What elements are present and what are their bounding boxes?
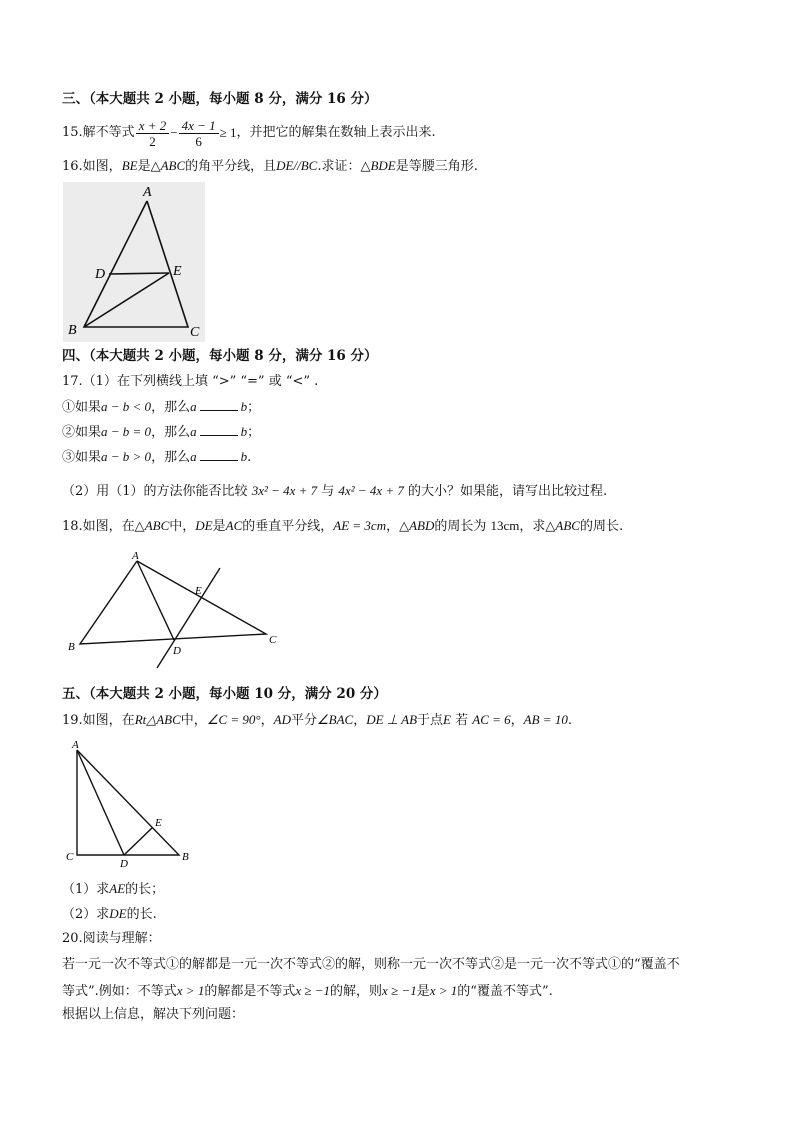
q17-item-2-b: b	[240, 424, 248, 439]
q19-sub2-var: DE	[109, 906, 127, 921]
q17-item-2-blank[interactable]	[200, 423, 238, 436]
q17-item-3-blank[interactable]	[200, 448, 238, 461]
q19-segment-ad	[77, 750, 124, 855]
q18-triangle-figure	[62, 548, 292, 674]
q18-perpendicular-bisector	[157, 568, 220, 668]
question-16	[62, 157, 478, 176]
section-3-heading: 三、（本大题共 2 小题，每小题 8 分，满分 16 分）	[62, 91, 378, 107]
section-4-heading: 四、（本大题共 2 小题，每小题 8 分，满分 16 分）	[62, 348, 378, 364]
q18-text-3: 是	[212, 519, 226, 534]
q19-label-c: C	[66, 851, 74, 863]
q19-triangle-figure	[62, 736, 202, 868]
q19-text-1: 19.如图，在	[62, 713, 135, 728]
q16-text-2: 是△	[137, 159, 161, 174]
q17-p2-pre: （2）用（1）的方法你能否比较	[62, 484, 252, 499]
q17-item-2	[62, 423, 260, 442]
q19-triangle-abc	[77, 750, 179, 855]
q18-label-b: B	[68, 641, 75, 653]
q18-text-2: 中，	[169, 519, 196, 534]
q20-l2-expr-3: x ≥ −1	[382, 983, 417, 998]
q20-line-1: 若一元一次不等式①的解都是一元一次不等式②的解，则称一元一次不等式②是一元一次不等式①的“覆盖不	[62, 957, 680, 972]
q20-title: 20.阅读与理解：	[62, 931, 161, 946]
q16-triangle-figure	[63, 182, 205, 342]
q19-label-b: B	[182, 851, 189, 863]
q17-p2-expr-2: 4x² − 4x + 7	[338, 483, 404, 498]
q19-sub-2	[62, 905, 157, 924]
q19-label-d: D	[120, 858, 128, 868]
q17-item-2-mid: ，那么	[151, 425, 191, 440]
q18-text-5: ，△	[386, 519, 410, 534]
q19-angle-bac: ∠BAC	[316, 712, 354, 727]
q16-label-c: C	[190, 325, 200, 340]
q19-sub2-pre: （2）求	[62, 907, 110, 922]
q15-relation: ≥ 1	[219, 125, 237, 140]
q17-item-1-a: a	[190, 399, 197, 414]
q19-label-a: A	[72, 739, 79, 751]
q19-text-6: 于点	[417, 713, 444, 728]
q18-abc: ABC	[144, 518, 170, 533]
q17-item-1	[62, 398, 260, 417]
q19-ac-value: AC = 6	[472, 712, 511, 727]
q17-item-2-a: a	[190, 424, 197, 439]
q17-item-2-expr: a − b = 0	[101, 424, 152, 439]
q20-l2-expr-2: x ≥ −1	[295, 983, 331, 998]
q18-label-e: E	[195, 585, 202, 597]
q17-p2-post: 的大小？如果能，请写出比较过程.	[403, 484, 608, 499]
q15-prefix: 15.解不等式	[62, 125, 135, 140]
q19-rt-abc: Rt△ABC	[134, 712, 181, 727]
q19-ad: AD	[273, 712, 291, 727]
q20-l2-c: 的解，则	[330, 984, 383, 999]
q20-l2-d: 是	[416, 984, 430, 999]
q15-f1-denominator: 2	[149, 133, 156, 149]
q15-f1-numerator: x + 2	[136, 118, 170, 134]
q16-label-d: D	[95, 267, 106, 282]
q18-text-1: 18.如图，在△	[62, 519, 145, 534]
q19-sub1-post: 的长；	[125, 882, 165, 897]
q15-minus: −	[170, 125, 178, 140]
q18-text-7: ，求△	[519, 519, 556, 534]
q16-label-e: E	[173, 264, 182, 279]
q19-text-5: ，	[353, 713, 367, 728]
q16-text-4: .求证：△	[317, 159, 371, 174]
q17-p2-mid: 与	[317, 484, 339, 499]
q19-angle-c: ∠C = 90°	[206, 712, 261, 727]
section-5-heading: 五、（本大题共 2 小题，每小题 10 分，满分 20 分）	[62, 686, 387, 702]
q18-segment-ad	[137, 561, 174, 640]
q16-segment-de	[109, 273, 169, 274]
q16-text-5: 是等腰三角形.	[395, 159, 478, 174]
q16-text-3: 的角平分线，且	[185, 159, 277, 174]
q16-label-a: A	[143, 185, 152, 200]
q18-triangle-abc	[80, 561, 266, 644]
q18-ae: AE = 3cm	[333, 518, 387, 533]
q19-text-9: .	[567, 713, 572, 728]
q19-sub2-post: 的长.	[126, 907, 157, 922]
q19-text-7: 若	[451, 713, 473, 728]
q16-figure-background	[63, 182, 205, 342]
q19-label-e: E	[155, 817, 162, 829]
q17-item-1-mid: ，那么	[151, 400, 191, 415]
q20-l2-expr-4: x > 1	[429, 983, 458, 998]
q19-ab-value: AB = 10	[523, 712, 568, 727]
q19-point-e: E	[443, 712, 451, 727]
q17-item-3	[62, 448, 251, 467]
q15-fraction-2	[179, 118, 219, 149]
question-19	[62, 711, 572, 730]
q18-abc-2: ABC	[555, 518, 580, 533]
q17-item-3-pre: ③如果	[62, 450, 102, 465]
q19-text-4: 平分	[290, 713, 317, 728]
question-18	[62, 517, 623, 536]
q15-f2-denominator: 6	[195, 133, 202, 149]
q19-text-3: ，	[260, 713, 274, 728]
q15-fraction-1	[136, 118, 170, 149]
q17-intro: 17.（1）在下列横线上填 “>” “=” 或 “<” .	[62, 374, 319, 389]
q20-line-3: 根据以上信息，解决下列问题：	[62, 1007, 245, 1022]
q20-l2-a: 等式”.例如：不等式	[62, 984, 177, 999]
q17-item-3-mid: ，那么	[151, 450, 191, 465]
q17-item-1-end: ；	[247, 400, 261, 415]
q17-p2-expr-1: 3x² − 4x + 7	[251, 483, 318, 498]
q16-be: BE	[121, 158, 138, 173]
q17-item-2-pre: ②如果	[62, 425, 102, 440]
q16-de-parallel-bc: DE//BC	[276, 158, 318, 173]
q20-l2-expr-1: x > 1	[176, 983, 205, 998]
q18-text-6: 的周长为	[434, 519, 491, 534]
q18-label-d: D	[173, 645, 181, 657]
q17-item-1-b: b	[240, 399, 248, 414]
q19-sub-1	[62, 880, 164, 899]
q16-label-b: B	[68, 323, 77, 338]
q19-sub1-pre: （1）求	[62, 882, 110, 897]
q19-de-perp-ab: DE ⊥ AB	[366, 712, 418, 727]
q18-de: DE	[195, 518, 213, 533]
q17-item-3-expr: a − b > 0	[101, 449, 152, 464]
q17-item-3-a: a	[190, 449, 197, 464]
q19-segment-de	[124, 828, 152, 855]
q18-label-a: A	[132, 550, 139, 562]
q19-text-8: ，	[510, 713, 524, 728]
q19-sub1-var: AE	[109, 881, 126, 896]
q15-suffix: ，并把它的解集在数轴上表示出来.	[236, 125, 436, 140]
q17-item-2-end: ；	[247, 425, 261, 440]
q18-text-4: 的垂直平分线，	[242, 519, 334, 534]
q15-f2-numerator: 4x − 1	[179, 118, 219, 134]
q18-label-c: C	[269, 634, 277, 646]
q19-text-2: 中，	[180, 713, 207, 728]
q17-item-1-pre: ①如果	[62, 400, 102, 415]
q18-ac: AC	[225, 518, 243, 533]
question-15	[62, 113, 436, 153]
q17-item-1-blank[interactable]	[200, 398, 238, 411]
q18-abd: ABD	[409, 518, 435, 533]
q16-bde: BDE	[370, 158, 396, 173]
q17-item-3-end: .	[247, 450, 252, 465]
q20-l2-b: 的解都是不等式	[204, 984, 296, 999]
q17-item-3-b: b	[240, 449, 248, 464]
q18-text-8: 的周长.	[579, 519, 624, 534]
q16-text-1: 16.如图，	[62, 159, 122, 174]
q20-line-2	[62, 982, 553, 1001]
q20-l2-e: 的“覆盖不等式”.	[457, 984, 553, 999]
q16-abc: ABC	[160, 158, 186, 173]
q17-part-2	[62, 482, 607, 501]
q17-item-1-expr: a − b < 0	[101, 399, 152, 414]
q18-length: 13cm	[490, 518, 520, 533]
